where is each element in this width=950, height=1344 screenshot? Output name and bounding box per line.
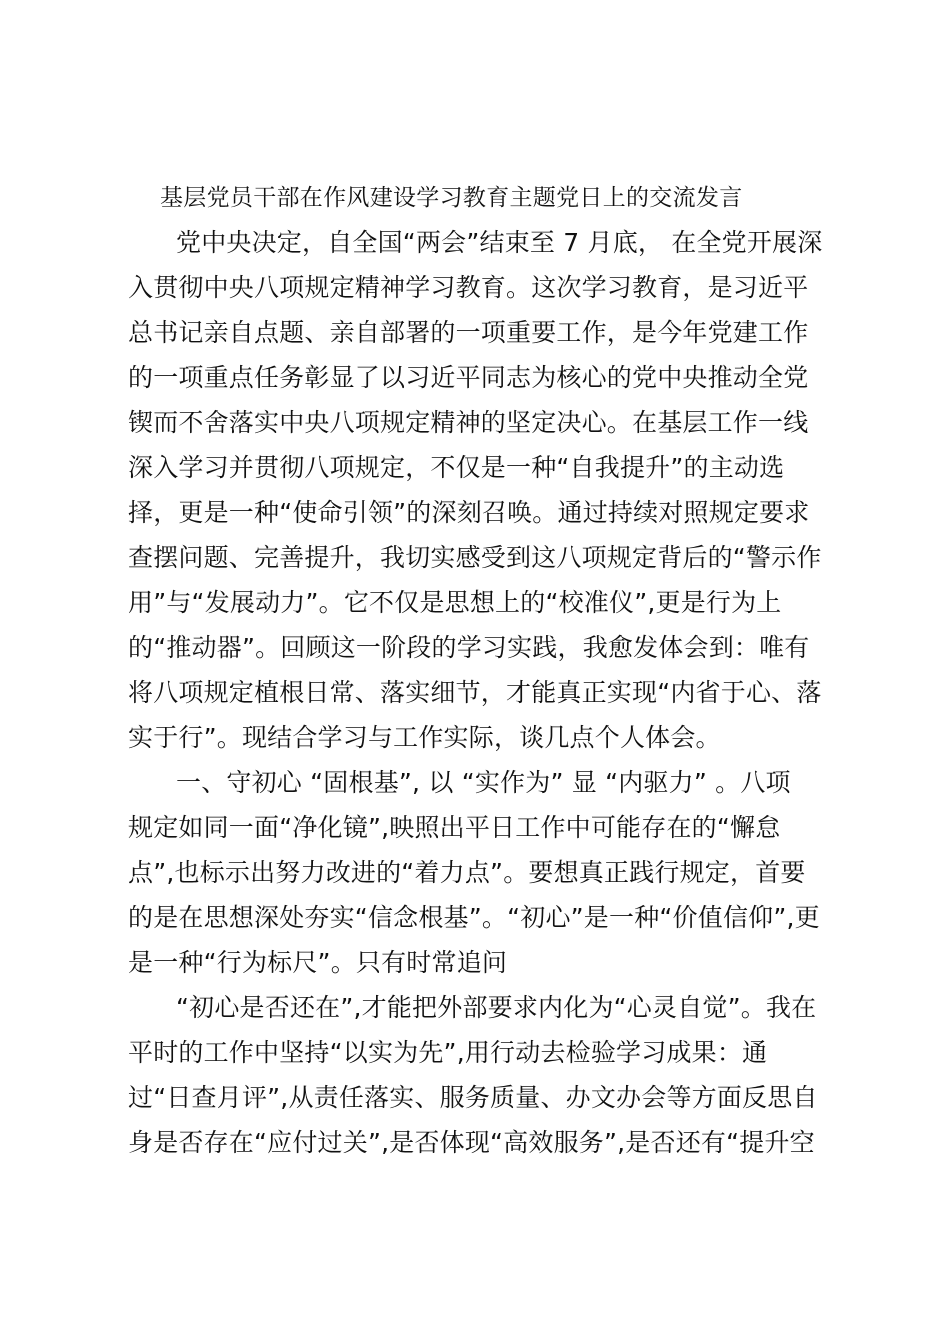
paragraph-1-line-12: 实于行”。现结合学习与工作实际，谈几点个人体会。 [128, 723, 721, 752]
paragraph-1-line-9: 用”与“发展动力”。它不仅是思想上的“校准仪”,更是行为上 [128, 588, 782, 617]
paragraph-2-line-5: 是一种“行为标尺”。只有时常追问 [128, 948, 508, 977]
paragraph-1-line-8: 查摆问题、完善提升，我切实感受到这八项规定背后的“警示作 [128, 543, 822, 572]
paragraph-2-line-3: 点”,也标示出努力改进的“着力点”。要想真正践行规定，首要 [128, 858, 806, 887]
paragraph-1-line-5: 锲而不舍落实中央八项规定精神的坚定决心。在基层工作一线 [128, 408, 809, 437]
paragraph-1-line-3: 总书记亲自点题、亲自部署的一项重要工作，是今年党建工作 [128, 318, 809, 347]
paragraph-1-line-10: 的“推动器”。回顾这一阶段的学习实践，我愈发体会到：唯有 [128, 633, 810, 662]
document-title: 基层党员干部在作风建设学习教育主题党日上的交流发言 [160, 185, 743, 211]
paragraph-3-line-4: 身是否存在“应付过关”,是否体现“高效服务”,是否还有“提升空 [128, 1128, 815, 1157]
paragraph-2-line-2: 规定如同一面“净化镜”,映照出平日工作中可能存在的“懈怠 [128, 813, 781, 842]
paragraph-3-line-2: 平时的工作中坚持“以实为先”,用行动去检验学习成果：通 [128, 1038, 768, 1067]
paragraph-2-line-1: 一、守初心 “固根基”, 以 “实作为” 显 “内驱力” 。八项 [176, 768, 791, 797]
paragraph-1-line-4: 的一项重点任务彰显了以习近平同志为核心的党中央推动全党 [128, 363, 809, 392]
paragraph-2-line-4: 的是在思想深处夯实“信念根基”。“初心”是一种“价值信仰”,更 [128, 903, 820, 932]
paragraph-1-line-7: 择，更是一种“使命引领”的深刻召唤。通过持续对照规定要求 [128, 498, 810, 527]
paragraph-1-line-1: 党中央决定，自全国“两会”结束至 7 月底， 在全党开展深 [176, 228, 823, 257]
paragraph-1-line-11: 将八项规定植根日常、落实细节，才能真正实现“内省于心、落 [128, 678, 822, 707]
paragraph-1-line-2: 入贯彻中央八项规定精神学习教育。这次学习教育，是习近平 [128, 273, 809, 302]
paragraph-3-line-1: “初心是否还在”,才能把外部要求内化为“心灵自觉”。我在 [176, 993, 817, 1022]
paragraph-3-line-3: 过“日查月评”,从责任落实、服务质量、办文办会等方面反思自 [128, 1083, 818, 1112]
paragraph-1-line-6: 深入学习并贯彻八项规定，不仅是一种“自我提升”的主动选 [128, 453, 785, 482]
